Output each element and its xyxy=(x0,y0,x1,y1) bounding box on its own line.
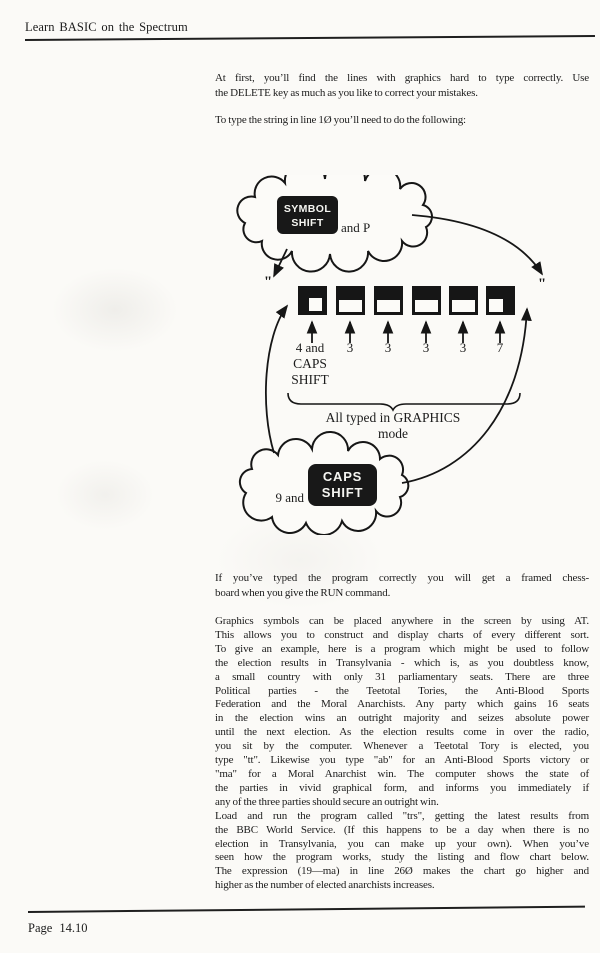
text-line: any of the three parties should secure an outright win. xyxy=(215,795,439,808)
text-line: This allows you to construct and display charts of every different sort. xyxy=(215,628,589,641)
key-label-4: 3 xyxy=(422,340,430,355)
graphics-char-6-white xyxy=(489,299,503,312)
caps-shift-key-label: SHIFT xyxy=(321,485,364,500)
text-line: At first, you’ll find the lines with graphics hard to type correctly. Use xyxy=(215,72,589,84)
text-line: higher as the number of elected anarchists increases. xyxy=(215,879,435,892)
text-line: election in Transylvania, you can make up your own). When you’ve xyxy=(215,837,589,850)
text-line: you sit by the computer. Whenever a Teetotal Tory is elected, you xyxy=(215,740,589,753)
text-line: "ma" for a Moral Anarchist win. The computer shows the state of xyxy=(215,767,589,780)
text-line: type "tt". Likewise you type "ab" for an Anti-Blood Sports victory or xyxy=(215,754,589,767)
text-line: Political parties - the Teetotal Tories, the Anti-Blood Sports xyxy=(215,684,589,697)
arrow-graphics-mode-left xyxy=(266,306,287,453)
text-line: Federation and the Moral Anarchists. Any party which gains 16 seats xyxy=(215,698,589,711)
brace-caption: mode xyxy=(378,426,408,441)
key-label-1-caps: CAPS xyxy=(293,356,327,371)
caps-shift-key-label: CAPS xyxy=(322,469,363,484)
graphics-char-1-white xyxy=(309,298,322,311)
key-label-2: 3 xyxy=(346,340,354,355)
text-line: seen how the program works, study the listing and flow chart below. xyxy=(215,851,589,864)
text-line: Graphics symbols can be placed anywhere in the screen by using AT. xyxy=(215,615,589,627)
key-arrows xyxy=(312,322,500,343)
graphics-char-5-white xyxy=(452,300,475,312)
caps-shift-caption: 9 and xyxy=(275,490,304,505)
graphics-char-3-white xyxy=(377,300,400,312)
text-line: until the next election. As the election results come in over the radio, xyxy=(215,726,589,739)
text-line: To type the string in line 1Ø you’ll need to do the following: xyxy=(215,114,466,126)
symbol-shift-key-label: SYMBOL xyxy=(283,203,332,215)
text-line: the DELETE key as much as you like to correct your mistakes. xyxy=(215,86,478,99)
text-line: the election results in Transylvania - which is, as you doubtless know, xyxy=(215,656,589,669)
key-label-1-shift: SHIFT xyxy=(291,372,329,387)
key-label-3: 3 xyxy=(384,340,392,355)
keyboard-diagram xyxy=(230,175,570,535)
paragraph-intro xyxy=(215,71,589,100)
text-line: Load and run the program called "trs", getting the latest results from xyxy=(215,809,589,822)
key-label-1: 4 and xyxy=(295,340,325,355)
paragraph-election-program xyxy=(215,615,589,893)
symbol-shift-key-label: SHIFT xyxy=(291,217,324,229)
header-title: Learn BASIC on the Spectrum xyxy=(25,20,188,34)
close-quote: " xyxy=(537,276,547,292)
brace xyxy=(288,393,520,410)
footer-rule xyxy=(28,906,585,914)
arrow-symbolshift-to-close-quote xyxy=(412,215,542,274)
graphics-characters xyxy=(298,286,515,315)
symbol-shift-caption: and P xyxy=(341,220,371,235)
key-label-5: 3 xyxy=(459,340,467,355)
paragraph-run-result xyxy=(215,571,589,600)
text-line: the BBC World Service. (If this happens to be a day when there is no xyxy=(215,823,589,836)
text-line: a small country with only 31 parliamentary seats. There are three xyxy=(215,670,589,683)
arrow-graphics-mode-right xyxy=(402,309,527,483)
text-line: in the election wins an outright majority and seizes absolute power xyxy=(215,712,589,725)
graphics-char-2-white xyxy=(339,300,362,312)
footer-page-number: Page 14.10 xyxy=(28,921,88,935)
text-line: the parties in vivid graphical form, and informs you immediately if xyxy=(215,781,589,794)
header-rule xyxy=(25,35,595,41)
text-line: If you’ve typed the program correctly you will get a framed chess- xyxy=(215,572,589,584)
brace-caption: All typed in GRAPHICS xyxy=(325,410,461,425)
text-line: The expression (19—ma) in line 26Ø makes the chart go higher and xyxy=(215,865,589,878)
paragraph-instruction xyxy=(215,113,589,128)
key-label-6: 7 xyxy=(496,340,504,355)
text-line: To give an example, here is a program which might be used to follow xyxy=(215,642,589,655)
graphics-char-4-white xyxy=(415,300,438,312)
open-quote: " xyxy=(263,274,273,290)
text-line: board when you give the RUN command. xyxy=(215,586,391,599)
